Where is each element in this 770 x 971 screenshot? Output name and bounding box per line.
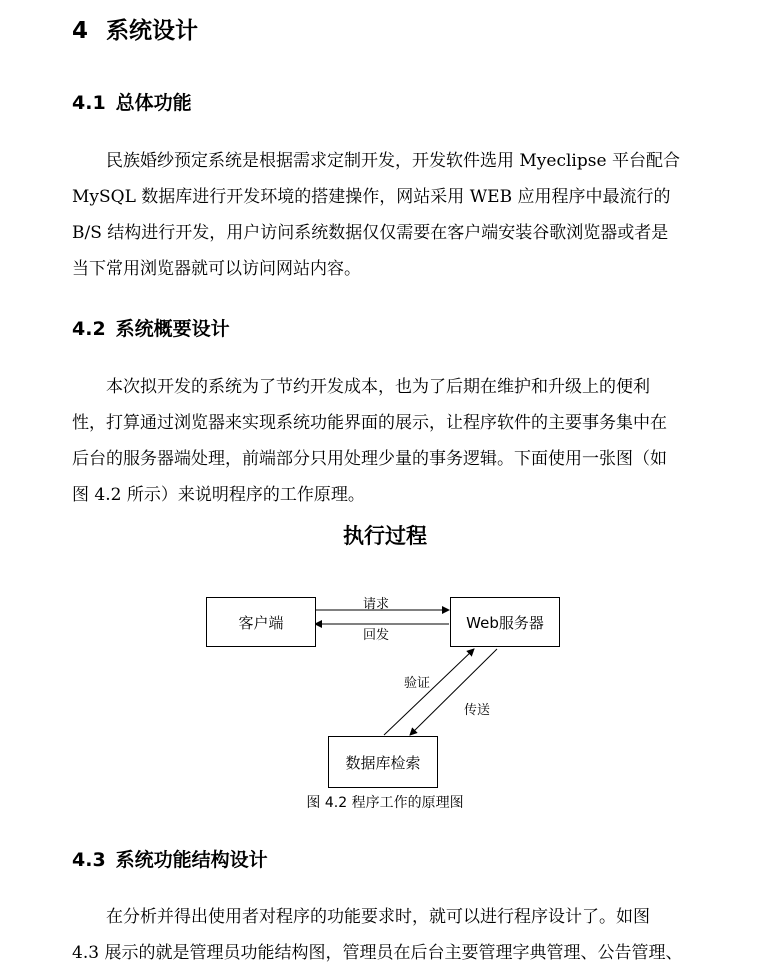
chapter-heading [72, 12, 198, 45]
chapter-number: 4 [72, 18, 89, 44]
section-heading-4-1 [72, 88, 192, 115]
paragraph-system-overview [72, 369, 698, 513]
section-heading-4-2 [72, 314, 230, 341]
section-title: 系统功能结构设计 [115, 849, 268, 871]
section-title: 总体功能 [115, 92, 192, 114]
paragraph-line: 民族婚纱预定系统是根据需求定制开发，开发软件选用 Myeclipse 平台配合 [72, 151, 680, 171]
section-number: 4.2 [72, 318, 106, 340]
chapter-title: 系统设计 [106, 18, 199, 44]
web-server-node: Web服务器 [450, 597, 560, 647]
paragraph-line: B/S 结构进行开发，用户访问系统数据仅仅需要在客户端安装谷歌浏览器或者是 [72, 223, 669, 243]
figure-4-2 [0, 512, 770, 822]
paragraph-line: 在分析并得出使用者对程序的功能要求时，就可以进行程序设计了。如图 [72, 907, 650, 927]
section-number: 4.3 [72, 849, 106, 871]
figure-caption: 图 4.2 程序工作的原理图 [306, 795, 464, 811]
paragraph-line: MySQL 数据库进行开发环境的搭建操作，网站采用 WEB 应用程序中最流行的 [72, 187, 671, 207]
client-node: 客户端 [206, 597, 316, 647]
paragraph-line: 性，打算通过浏览器来实现系统功能界面的展示，让程序软件的主要事务集中在 [72, 413, 667, 433]
verify-arrow [384, 649, 474, 735]
paragraph-line: 图 4.2 所示）来说明程序的工作原理。 [72, 485, 365, 505]
verify-label: 验证 [404, 676, 431, 691]
database-node: 数据库检索 [328, 736, 438, 788]
section-number: 4.1 [72, 92, 106, 114]
request-label: 请求 [363, 597, 390, 612]
paragraph-function-structure [72, 899, 698, 971]
paragraph-line: 后台的服务器端处理，前端部分只用处理少量的事务逻辑。下面使用一张图（如 [72, 449, 667, 469]
transmit-arrow [410, 649, 497, 735]
section-title: 系统概要设计 [115, 318, 230, 340]
paragraph-line: 本次拟开发的系统为了节约开发成本，也为了后期在维护和升级上的便利 [72, 377, 650, 397]
section-heading-4-3 [72, 845, 268, 872]
figure-title: 执行过程 [343, 524, 427, 548]
transmit-label: 传送 [464, 703, 491, 718]
paragraph-line: 当下常用浏览器就可以访问网站内容。 [72, 259, 361, 279]
paragraph-line: 4.3 展示的就是管理员功能结构图，管理员在后台主要管理字典管理、公告管理、 [72, 943, 683, 963]
paragraph-overall-function [72, 143, 698, 287]
reply-label: 回发 [363, 628, 390, 643]
